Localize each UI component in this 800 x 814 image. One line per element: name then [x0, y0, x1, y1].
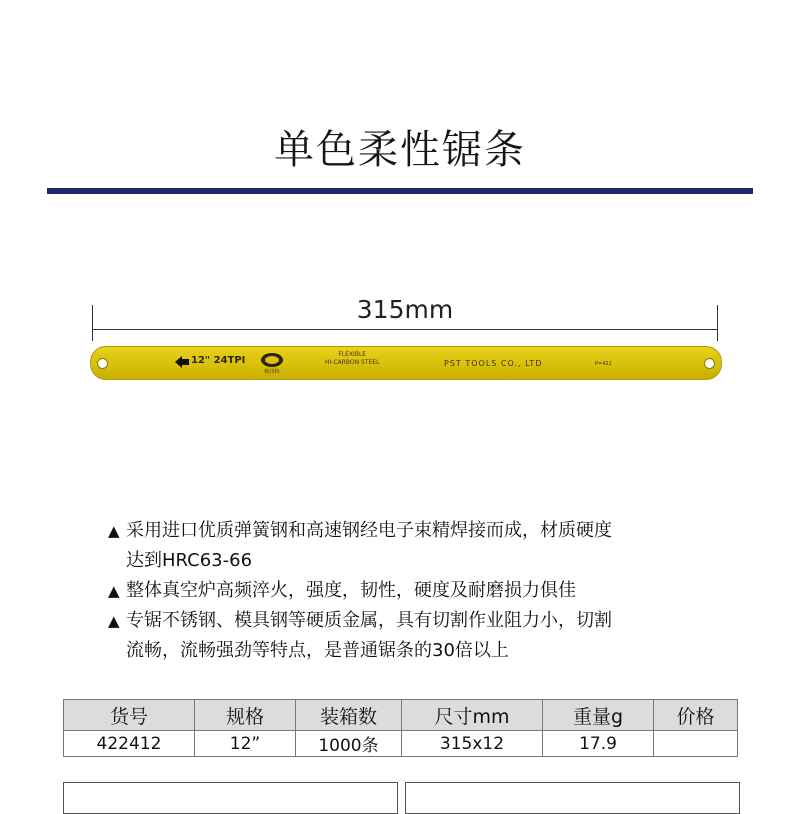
blade-material-text: FLEXIBLE HI-CARBON STEEL	[325, 351, 380, 366]
col-header-price: 价格	[654, 700, 738, 731]
feature-item: ▲ 采用进口优质弹簧钢和高速钢经电子束精焊接而成，材质硬度 达到HRC63-66	[108, 516, 748, 576]
direction-arrow-icon	[175, 356, 189, 368]
feature-item: ▲ 整体真空炉高频淬火，强度，韧性，硬度及耐磨损力俱佳	[108, 576, 748, 606]
bottom-panel-right	[405, 782, 740, 814]
cell-price	[654, 731, 738, 757]
brand-logo-icon	[259, 351, 285, 375]
blade-spec-text: 12" 24TPI	[191, 355, 246, 366]
cell-box-qty: 1000条	[296, 731, 402, 757]
col-header-spec: 规格	[195, 700, 296, 731]
triangle-bullet-icon: ▲	[108, 612, 120, 630]
cell-weight: 17.9	[543, 731, 654, 757]
cell-item-no: 422412	[64, 731, 195, 757]
saw-blade-image	[90, 346, 722, 380]
table-header-row	[64, 700, 738, 731]
feature-item: ▲ 专锯不锈钢、模具钢等硬质金属，具有切割作业阻力小，切割 流畅，流畅强劲等特点，是普通锯条的30倍以上	[108, 606, 748, 666]
cell-size: 315x12	[402, 731, 543, 757]
feature-list	[108, 516, 748, 666]
blade-hole-left	[97, 358, 108, 369]
col-header-box-qty: 装箱数	[296, 700, 402, 731]
triangle-bullet-icon: ▲	[108, 582, 120, 600]
col-header-weight: 重量g	[543, 700, 654, 731]
table-row	[64, 731, 738, 757]
length-label: 315mm	[0, 295, 800, 324]
blade-company-text: PST TOOLS CO., LTD	[444, 359, 543, 368]
dimension-line	[92, 329, 718, 330]
svg-text:帕司特: 帕司特	[264, 369, 280, 375]
blade-hole-right	[704, 358, 715, 369]
spec-table	[63, 699, 738, 757]
title-underline	[47, 188, 753, 194]
col-header-item-no: 货号	[64, 700, 195, 731]
blade-model-text: P=422	[595, 361, 612, 367]
col-header-size: 尺寸mm	[402, 700, 543, 731]
triangle-bullet-icon: ▲	[108, 522, 120, 540]
bottom-panel-left	[63, 782, 398, 814]
cell-spec: 12”	[195, 731, 296, 757]
page-title: 单色柔性锯条	[274, 127, 526, 173]
